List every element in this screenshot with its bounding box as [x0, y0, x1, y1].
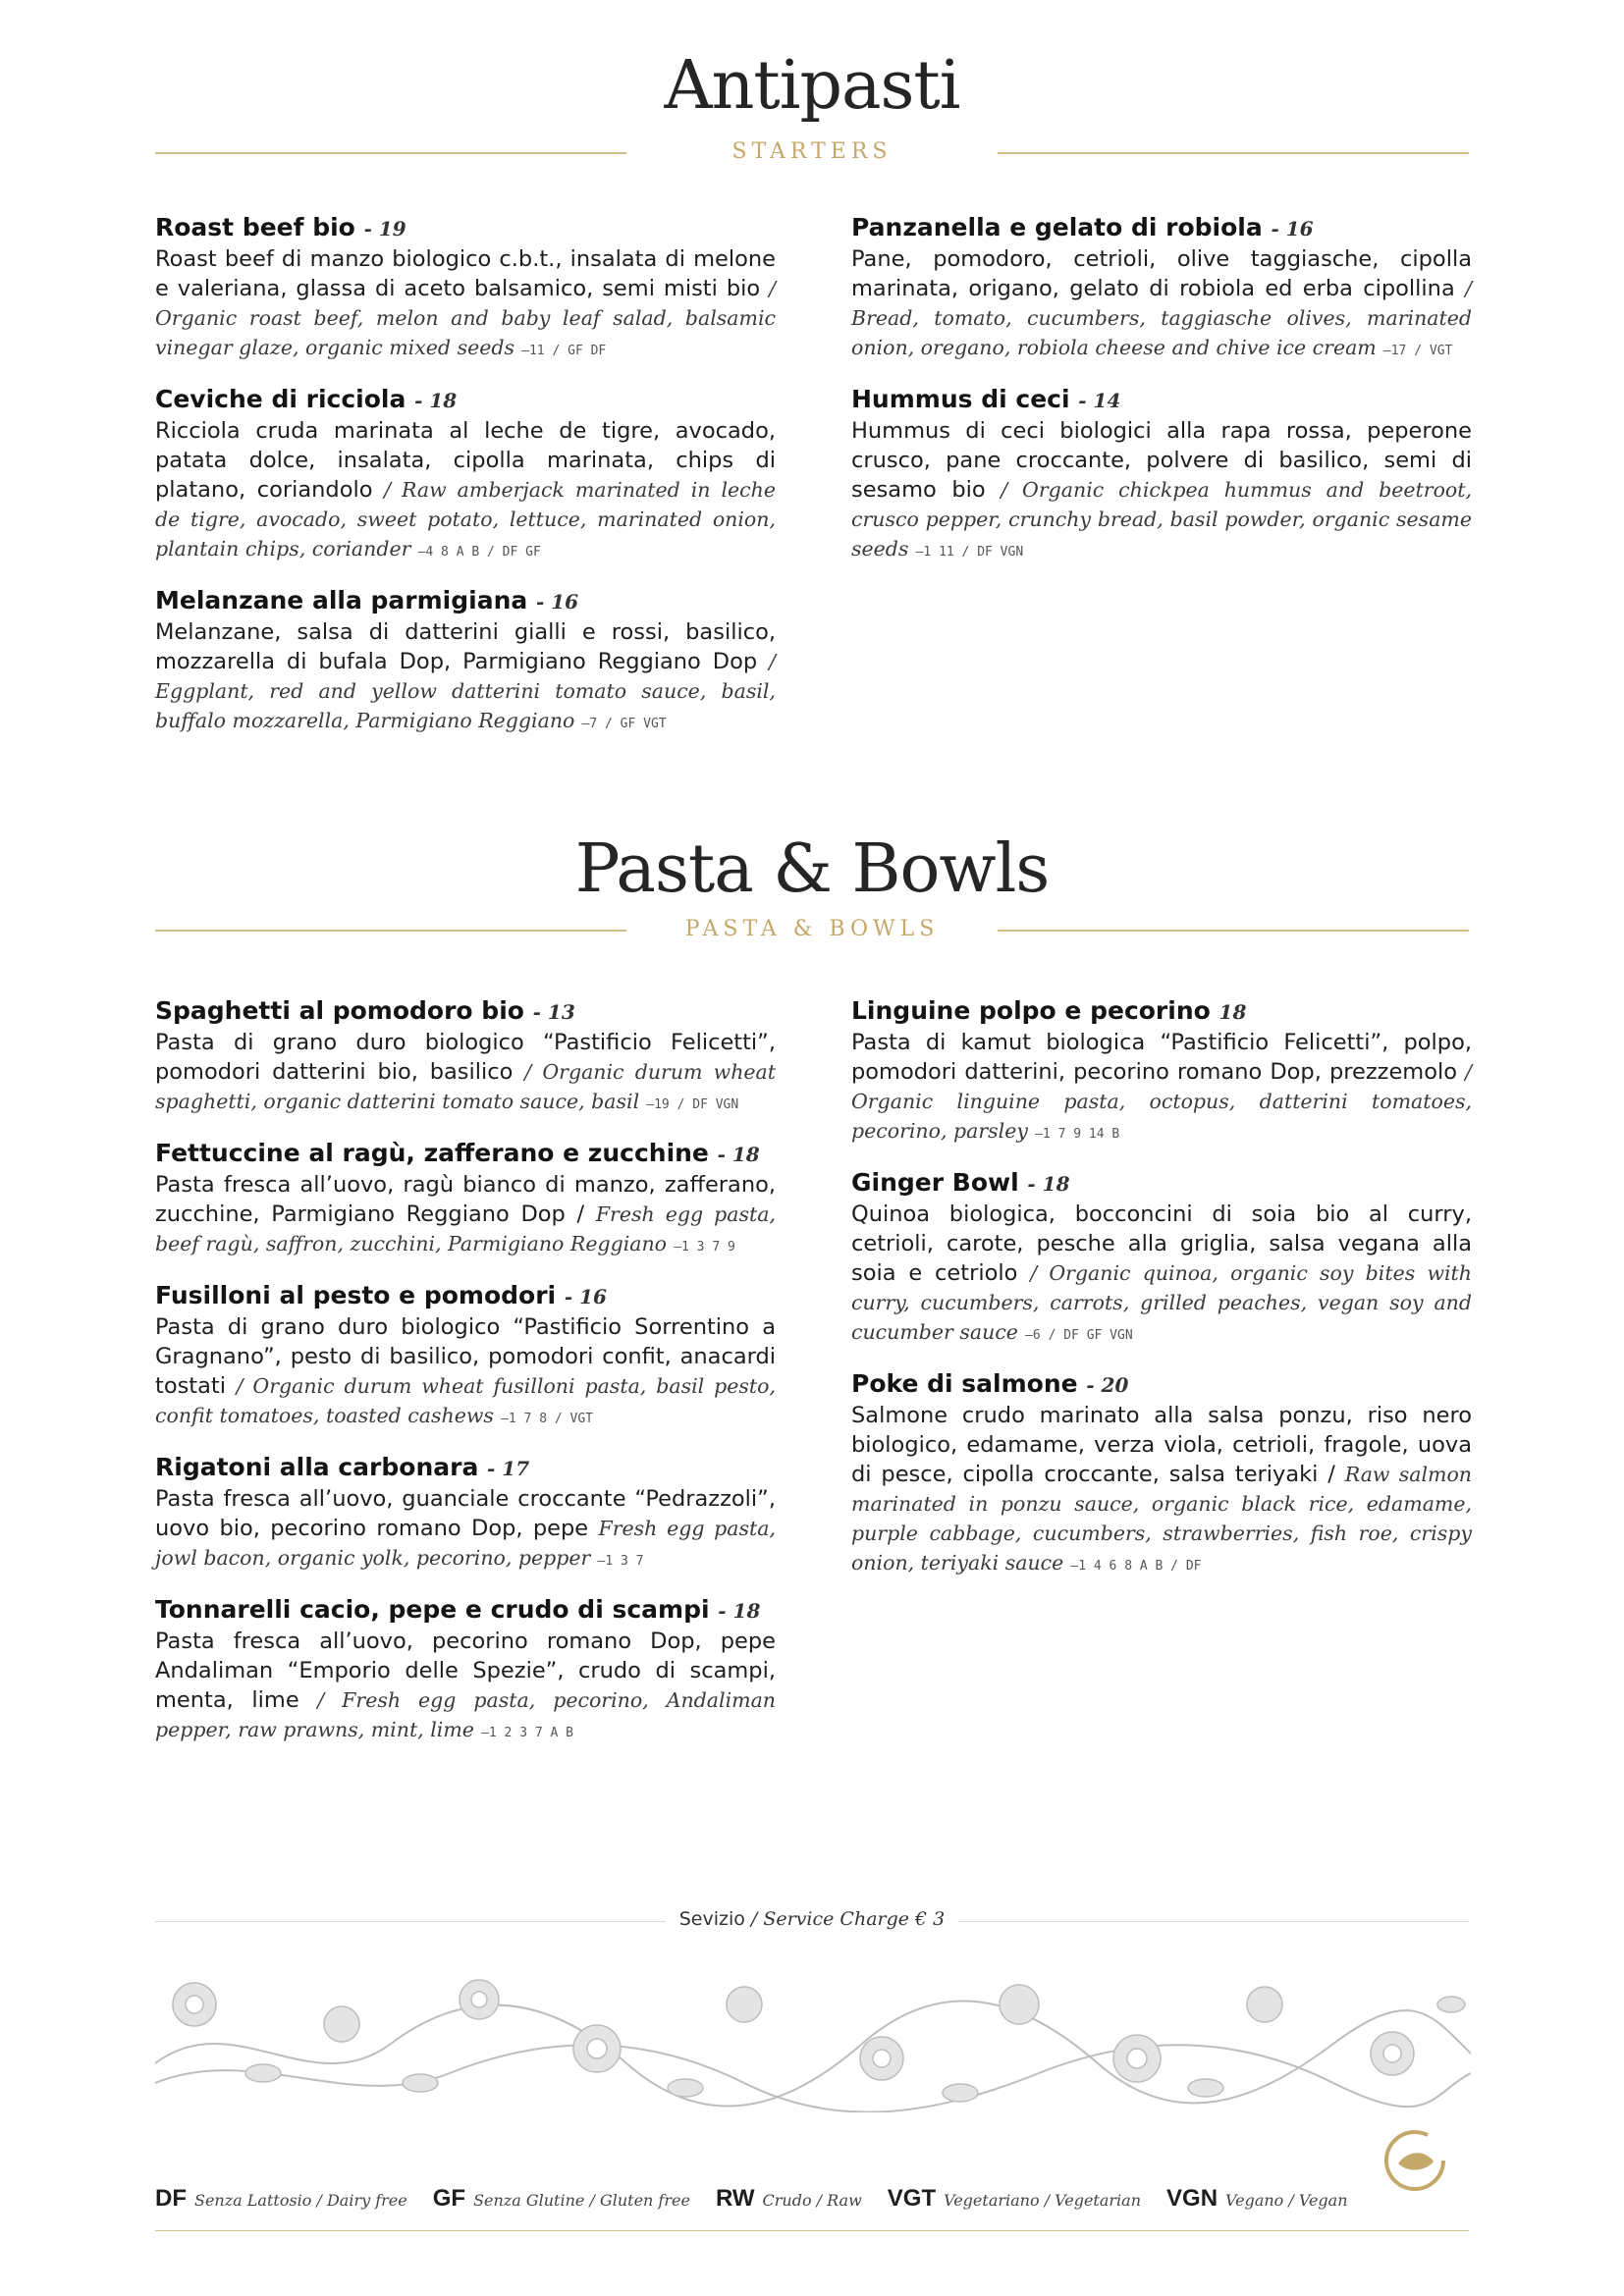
dish-description-it: Salmone crudo marinato alla salsa ponzu, riso nero biologico, edamame, verza viola, cetrioli, fragole, uova di pesce, cipolla croccante, salsa teriyaki / — [851, 1403, 1472, 1487]
legend-text: Senza Lattosio / Dairy free — [194, 2191, 407, 2210]
legend-code: GF — [432, 2185, 466, 2212]
dish-price: - 18 — [414, 389, 458, 412]
menu-item — [851, 1368, 1472, 1581]
menu-item — [155, 384, 776, 567]
title-rule-right-2 — [998, 930, 1469, 932]
dish-name: Linguine polpo e pecorino — [851, 996, 1211, 1025]
service-label-en: / Service Charge € 3 — [750, 1908, 946, 1930]
legend-code: RW — [715, 2185, 755, 2212]
allergen-codes: —11 / GF DF — [521, 344, 607, 358]
dish-description-en: / Organic durum wheat fusilloni pasta, basil pesto, confit tomatoes, toasted cashews — [155, 1374, 776, 1427]
dish-description — [851, 244, 1472, 366]
dish-description-en: / Organic linguine pasta, octopus, datterini tomatoes, pecorino, parsley — [851, 1060, 1472, 1143]
legend-text: Senza Glutine / Gluten free — [473, 2191, 690, 2210]
dish-name-line — [851, 995, 1472, 1028]
dish-price: - 20 — [1086, 1373, 1129, 1397]
legend-code: DF — [155, 2185, 187, 2212]
dish-description-en: / Organic chickpea hummus and beetroot, crusco pepper, crunchy bread, basil powder, organic sesame seeds — [851, 478, 1473, 561]
dish-name: Fettuccine al ragù, zafferano e zucchine — [155, 1139, 709, 1167]
dish-name: Roast beef bio — [155, 213, 355, 241]
menu-item — [851, 212, 1472, 366]
dish-description-en: / Organic quinoa, organic soy bites with curry, cucumbers, carrots, grilled peaches, vegan soy and cucumber sauce — [851, 1261, 1472, 1344]
dish-name-line — [155, 1594, 776, 1627]
dish-name-line — [155, 1452, 776, 1484]
dish-description-it: Quinoa biologica, bocconcini di soia bio al curry, cetrioli, carote, pesche alla griglia, salsa vegana alla soia e cetriolo — [851, 1201, 1472, 1286]
starters-left-column — [155, 212, 776, 757]
dish-name: Melanzane alla parmigiana — [155, 586, 528, 614]
dish-name-line — [155, 1280, 776, 1312]
dish-price: - 13 — [532, 1000, 575, 1024]
pasta-right-column — [851, 995, 1472, 1599]
allergen-codes: —19 / DF VGN — [646, 1097, 739, 1112]
section-subtitle-starters: STARTERS — [731, 139, 893, 164]
dish-description — [851, 416, 1472, 567]
legend-item — [155, 2185, 407, 2213]
allergen-codes: —17 / VGT — [1382, 344, 1453, 358]
dish-description-it: Pasta di grano duro biologico “Pastificio Sorrentino a Gragnano”, pesto di basilico, pomodori confit, anacardi tostati — [155, 1314, 776, 1399]
dish-description-it: Hummus di ceci biologici alla rapa rossa, peperone crusco, pane croccante, polvere di basilico, semi di sesamo bio — [851, 418, 1472, 503]
dish-price: - 18 — [1027, 1172, 1070, 1196]
starters-right-column — [851, 212, 1472, 585]
dish-name: Tonnarelli cacio, pepe e crudo di scampi — [155, 1595, 710, 1624]
dish-name-line — [851, 212, 1472, 244]
dish-description-en: / Fresh egg pasta, pecorino, Andaliman pepper, raw prawns, mint, lime — [155, 1688, 777, 1741]
legend-text: Crudo / Raw — [762, 2191, 862, 2210]
pasta-left-column — [155, 995, 776, 1766]
dish-description-it: Pasta di kamut biologica “Pastificio Felicetti”, polpo, pomodori datterini, pecorino romano Dop, prezzemolo — [851, 1030, 1472, 1085]
dish-name: Poke di salmone — [851, 1369, 1078, 1398]
dish-description — [155, 617, 776, 739]
dish-description-it: Roast beef di manzo biologico c.b.t., insalata di melone e valeriana, glassa di aceto balsamico, semi misti bio — [155, 246, 776, 301]
dish-description-it: Ricciola cruda marinata al leche de tigre, avocado, patata dolce, insalata, cipolla marinata, chips di platano, coriandolo — [155, 418, 776, 503]
dish-description — [155, 1170, 776, 1262]
menu-item — [155, 995, 776, 1120]
service-label: Sevizio — [678, 1908, 745, 1930]
legend-code: VGN — [1166, 2185, 1218, 2212]
diet-legend — [155, 2185, 1348, 2213]
title-rule-right — [998, 152, 1469, 154]
dish-price: - 18 — [718, 1599, 761, 1623]
allergen-codes: —4 8 A B / DF GF — [417, 545, 541, 560]
floral-garland-icon — [155, 1965, 1471, 2112]
dish-price: - 16 — [535, 590, 579, 614]
leaf-logo-icon — [1382, 2128, 1447, 2193]
dish-description-en: / Bread, tomato, cucumbers, taggiasche olives, marinated onion, oregano, robiola cheese and chive ice cream — [851, 277, 1472, 359]
section-title-antipasti: Antipasti — [664, 47, 960, 125]
menu-item — [155, 1452, 776, 1576]
dish-description-it: Pasta fresca all’uovo, pecorino romano Dop, pepe Andaliman “Emporio delle Spezie”, crudo di scampi, menta, lime — [155, 1629, 776, 1713]
dish-description-en: / Eggplant, red and yellow datterini tomato sauce, basil, buffalo mozzarella, Parmigiano Reggiano — [155, 650, 776, 732]
dish-price: - 18 — [717, 1143, 760, 1166]
allergen-codes: —1 11 / DF VGN — [915, 545, 1024, 560]
dish-name: Hummus di ceci — [851, 385, 1070, 413]
dish-description — [155, 1627, 776, 1748]
dish-description-it: Pane, pomodoro, cetrioli, olive taggiasche, cipolla marinata, origano, gelato di robiola ed erba cipollina — [851, 246, 1472, 301]
dish-name-line — [851, 1368, 1472, 1401]
allergen-codes: —7 / GF VGT — [581, 717, 667, 731]
dish-description-en: Raw salmon marinated in ponzu sauce, organic black rice, edamame, purple cabbage, cucumbers, strawberries, fish roe, crispy onion, teriyaki sauce — [851, 1463, 1472, 1575]
dish-price: - 16 — [1271, 217, 1314, 240]
dish-name-line — [155, 995, 776, 1028]
dish-description — [851, 1028, 1472, 1149]
footer-rule — [155, 2230, 1469, 2231]
dish-description-it: Pasta fresca all’uovo, guanciale croccante “Pedrazzoli”, uovo bio, pecorino romano Dop, pepe — [155, 1486, 776, 1541]
menu-item — [155, 1280, 776, 1434]
dish-price: - 17 — [487, 1457, 530, 1480]
dish-price: 18 — [1218, 1000, 1247, 1024]
dish-name-line — [155, 1138, 776, 1170]
section-title-pasta: Pasta & Bowls — [574, 830, 1050, 908]
legend-item — [1166, 2185, 1348, 2213]
dish-description-en: Fresh egg pasta, beef ragù, saffron, zucchini, Parmigiano Reggiano — [155, 1202, 777, 1255]
dish-name: Rigatoni alla carbonara — [155, 1453, 479, 1481]
menu-item — [155, 1594, 776, 1748]
dish-name: Panzanella e gelato di robiola — [851, 213, 1263, 241]
dish-description — [851, 1401, 1472, 1581]
menu-item — [155, 585, 776, 739]
dish-price: - 16 — [564, 1285, 607, 1308]
menu-item — [155, 212, 776, 366]
allergen-codes: —1 3 7 9 — [674, 1240, 735, 1255]
legend-code: VGT — [887, 2185, 937, 2212]
dish-name-line — [155, 384, 776, 416]
dish-name-line — [851, 1167, 1472, 1200]
allergen-codes: —1 4 6 8 A B / DF — [1070, 1559, 1202, 1574]
legend-text: Vegano / Vegan — [1225, 2191, 1348, 2210]
section-subtitle-pasta: PASTA & BOWLS — [684, 917, 940, 941]
dish-description-en: / Organic durum wheat spaghetti, organic datterini tomato sauce, basil — [155, 1060, 777, 1113]
allergen-codes: —1 3 7 — [597, 1554, 644, 1569]
dish-description-en: / Raw amberjack marinated in leche de tigre, avocado, sweet potato, lettuce, marinated onion, plantain chips, coriander — [155, 478, 776, 561]
dish-price: - 19 — [363, 217, 406, 240]
dish-name-line — [851, 384, 1472, 416]
allergen-codes: —6 / DF GF VGN — [1025, 1328, 1133, 1343]
dish-description-it: Pasta di grano duro biologico “Pastificio Felicetti”, pomodori datterini bio, basilico — [155, 1030, 776, 1085]
dish-price: - 14 — [1078, 389, 1121, 412]
service-charge — [0, 1908, 1624, 1930]
legend-item — [433, 2185, 690, 2213]
dish-name: Fusilloni al pesto e pomodori — [155, 1281, 557, 1309]
allergen-codes: —1 7 9 14 B — [1035, 1127, 1120, 1142]
dish-name-line — [155, 585, 776, 617]
dish-description — [851, 1200, 1472, 1351]
service-rule-right — [958, 1921, 1469, 1922]
dish-name: Ginger Bowl — [851, 1168, 1019, 1197]
dish-name: Ceviche di ricciola — [155, 385, 406, 413]
dish-description-en: Fresh egg pasta, jowl bacon, organic yolk, pecorino, pepper — [155, 1517, 777, 1570]
dish-description — [155, 1484, 776, 1576]
dish-description-en: / Organic roast beef, melon and baby leaf salad, balsamic vinegar glaze, organic mixed seeds — [155, 277, 776, 359]
legend-text: Vegetariano / Vegetarian — [944, 2191, 1142, 2210]
menu-item — [851, 384, 1472, 567]
menu-item — [851, 1167, 1472, 1351]
legend-item — [888, 2185, 1141, 2213]
menu-item — [155, 1138, 776, 1262]
dish-description — [155, 244, 776, 366]
dish-description — [155, 1312, 776, 1434]
dish-description — [155, 416, 776, 567]
dish-name: Spaghetti al pomodoro bio — [155, 996, 524, 1025]
dish-name-line — [155, 212, 776, 244]
dish-description-it: Pasta fresca all’uovo, ragù bianco di manzo, zafferano, zucchine, Parmigiano Reggiano Dop / — [155, 1172, 776, 1227]
dish-description-it: Melanzane, salsa di datterini gialli e rossi, basilico, mozzarella di bufala Dop, Parmigiano Reggiano Dop — [155, 619, 776, 674]
allergen-codes: —1 7 8 / VGT — [501, 1412, 593, 1426]
legend-item — [716, 2185, 862, 2213]
allergen-codes: —1 2 3 7 A B — [481, 1726, 573, 1740]
dish-description — [155, 1028, 776, 1120]
menu-item — [851, 995, 1472, 1149]
